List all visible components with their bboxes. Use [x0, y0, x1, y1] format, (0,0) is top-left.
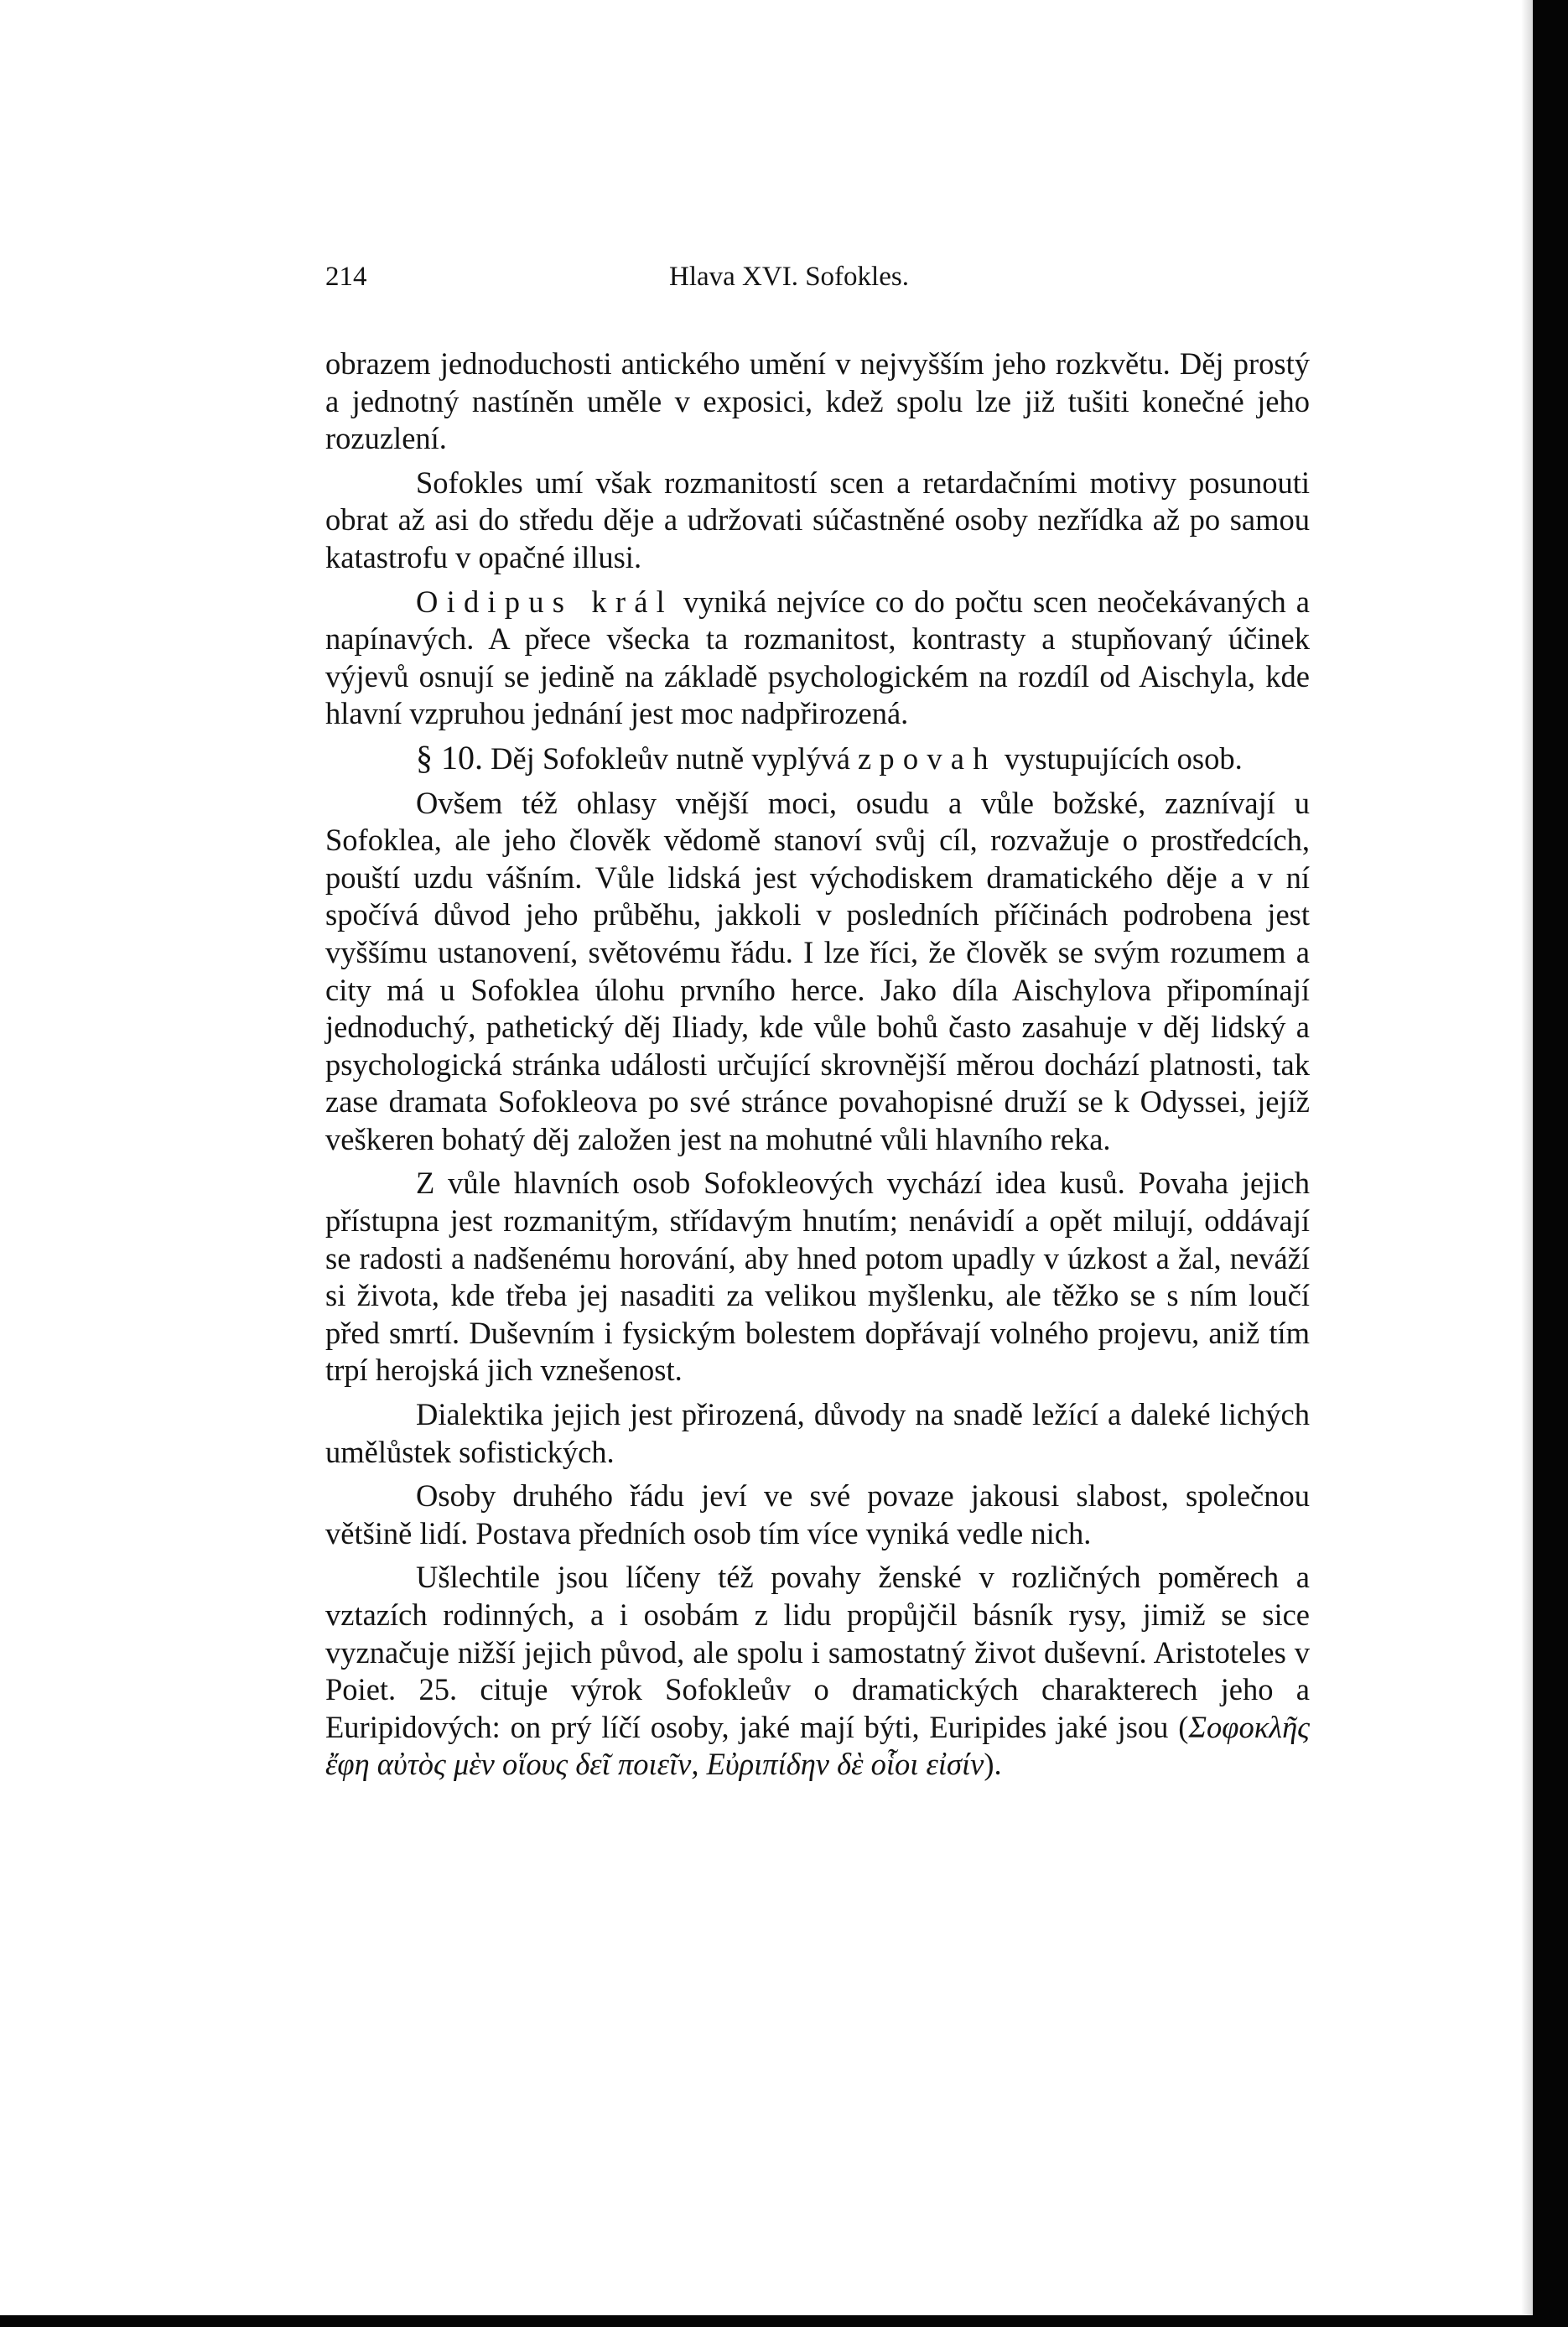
emphasis-spaced: povah: [879, 740, 997, 776]
paragraph-1: [325, 345, 1310, 458]
paragraph-text: Sofokles umí však rozmanitostí scen a retardačními motivy posunouti obrat až asi do středu děje a udržovati súčastněné osoby nezřídka až po samou katastrofu v opačné illusi.: [325, 465, 1310, 574]
paragraph-6: [325, 1165, 1310, 1389]
page-number: 214: [325, 262, 367, 292]
paragraph-9: [325, 1559, 1310, 1784]
scan-edge: [1533, 0, 1568, 2327]
chapter-title: Hlava XVI. Sofokles.: [669, 262, 909, 292]
play-title-spaced: Oidipus král: [416, 584, 674, 619]
body-text: [325, 345, 1310, 1784]
paragraph-7: [325, 1396, 1310, 1471]
paragraph-text: Dialektika jejich jest přirozená, důvody na snadě ležící a daleké lichých umělůstek sofistických.: [325, 1397, 1310, 1469]
paragraph-text-after: ).: [984, 1747, 1002, 1782]
paragraph-text: Ušlechtile jsou líčeny též povahy ženské v rozličných poměrech a vztazích rodinných, a i osobám z lidu propůjčil básník rysy, jimiž se sice vyznačuje nižší jejich původ, ale spolu i samostatný život duševní. Aristoteles v Poiet. 25. cituje výrok Sofokleův o dramatických charakterech jeho a Euripidových: on prý líčí osoby, jaké mají býti, Euripides jaké jsou (: [325, 1560, 1310, 1744]
paragraph-2: [325, 465, 1310, 577]
scan-edge-shadow: [1521, 0, 1533, 2327]
section-mark: § 10.: [416, 738, 483, 777]
paragraph-text: Z vůle hlavních osob Sofokleových vychází idea kusů. Povaha jejich přístupna jest rozmanitým, střídavým hnutím; nenávidí a opět milují, oddávají se radosti a nadšenému horování, aby hned potom upadly v úzkost a žal, neváží si života, kde třeba jej nasaditi za velikou myšlenku, ale těžko se s ním loučí před smrtí. Duševním i fysickým bolestem dopřávají volného projevu, aniž tím trpí herojská jich vznešenost.: [325, 1166, 1310, 1388]
paragraph-text: Ovšem též ohlasy vnější moci, osudu a vůle božské, zaznívají u Sofoklea, ale jeho člověk vědomě stanoví svůj cíl, rozvažuje o prostředcích, pouští uzdu vášním. Vůle lidská jest východiskem dramatického děje a v ní spočívá důvod jeho průběhu, jakkoli v posledních příčinách podrobena jest vyššímu ustanovení, světovému řádu. I lze říci, že člověk se svým rozumem a city má u Sofoklea úlohu prvního herce. Jako díla Aischylova připomínají jednoduchý, pathetický děj Iliady, kde vůle bohů často zasahuje v děj lidský a psychologická stránka události určující skrovnější měrou dochází platnosti, tak zase dramata Sofokleova po své stránce povahopisné druží se k Odyssei, jejíž veškeren bohatý děj založen jest na mohutné vůli hlavního reka.: [325, 785, 1310, 1156]
paragraph-text: Osoby druhého řádu jeví ve své povaze jakousi slabost, společnou většině lidí. Postava předních osob tím více vyniká vedle nich.: [325, 1478, 1310, 1550]
paragraph-text: obrazem jednoduchosti antického umění v nejvyšším jeho rozkvětu. Děj prostý a jednotný nastíněn uměle v exposici, kdež spolu lze již tušiti konečné jeho rozuzlení.: [325, 346, 1310, 456]
scan-bottom-edge: [0, 2315, 1568, 2327]
paragraph-8: [325, 1478, 1310, 1552]
section-text-before: Děj Sofokleův nutně vyplývá z: [483, 740, 880, 776]
book-page: [325, 252, 1310, 1790]
paragraph-text: vyniká nejvíce co do počtu scen neočekávaných a napínavých. A přece všecka ta rozmanitost, kontrasty a stupňovaný účinek výjevů osnují se jedině na základě psychologickém na rozdíl od Aischyla, kde hlavní vzpruhou jednání jest moc nadpřirozená.: [325, 584, 1310, 731]
paragraph-3: [325, 584, 1310, 733]
section-heading-10: [325, 740, 1310, 778]
paragraph-5: [325, 785, 1310, 1159]
section-text-after: vystupujících osob.: [996, 740, 1243, 776]
running-head: [325, 252, 1310, 302]
greek-quotation: Σοφοκλῆς ἔφη αὐτὸς μὲν οἵους δεῖ ποιεῖν, Εὐριπίδην δὲ οἷοι εἰσίν: [325, 1709, 1310, 1782]
